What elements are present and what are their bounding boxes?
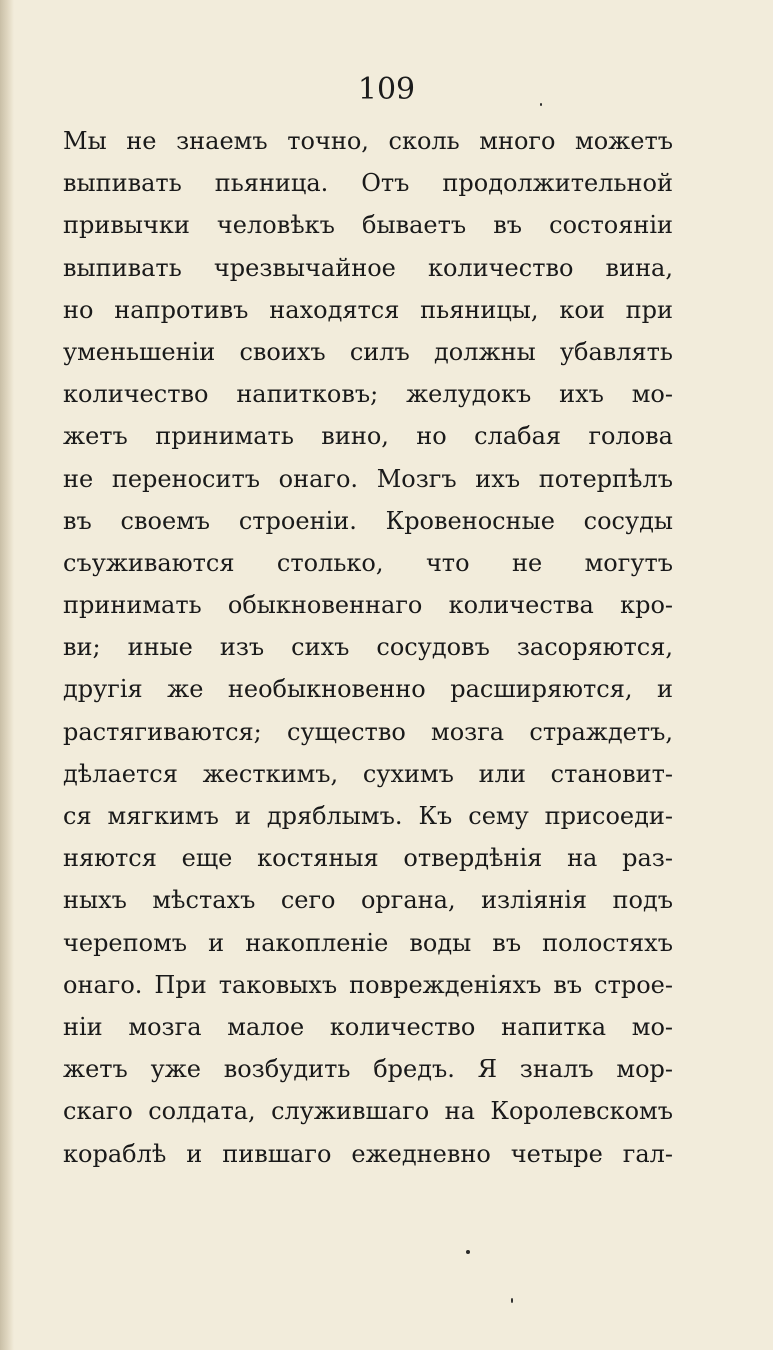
page-number: 109	[357, 72, 416, 107]
text-line: кораблѣ и пившаго ежедневно четыре гал-	[63, 1139, 673, 1168]
text-line: дѣлается жесткимъ, сухимъ или становит-	[63, 759, 673, 788]
page-edge-shadow	[0, 0, 14, 1350]
text-line: ныхъ мѣстахъ сего органа, изліянія подъ	[63, 886, 673, 915]
text-line: выпивать пьяница. Отъ продолжительной	[63, 169, 673, 198]
text-line: Мы не знаемъ точно, сколь много можетъ	[63, 127, 673, 155]
text-line: другія же необыкновенно расширяются, и	[63, 675, 673, 704]
text-line: выпивать чрезвычайное количество вина,	[63, 253, 673, 282]
text-line: няются еще костяныя отвердѣнія на раз-	[63, 844, 673, 873]
text-line: но напротивъ находятся пьяницы, кои при	[63, 295, 673, 324]
text-line: растягиваются; существо мозга страждетъ,	[63, 717, 673, 746]
text-line: въ своемъ строеніи. Кровеносные сосуды	[63, 506, 673, 535]
text-line: скаго солдата, служившаго на Королевскомъ	[63, 1097, 673, 1126]
text-line: съуживаются столько, что не могутъ	[63, 548, 673, 577]
text-line: привычки человѣкъ бываетъ въ состояніи	[63, 211, 673, 240]
text-line: не переноситъ онаго. Мозгъ ихъ потерпѣлъ	[63, 464, 673, 493]
paper-speck	[540, 103, 542, 106]
text-line: уменьшеніи своихъ силъ должны убавлять	[63, 337, 673, 366]
text-line: ніи мозга малое количество напитка мо-	[63, 1012, 673, 1041]
text-line: жетъ уже возбудить бредъ. Я зналъ мор-	[63, 1055, 673, 1084]
paper-speck	[466, 1250, 470, 1254]
paper-speck	[511, 1298, 513, 1303]
text-line: черепомъ и накопленіе воды въ полостяхъ	[63, 928, 673, 957]
text-line: количество напитковъ; желудокъ ихъ мо-	[63, 380, 673, 409]
text-line: ся мягкимъ и дряблымъ. Къ сему присоеди-	[63, 802, 673, 830]
text-line: ви; иные изъ сихъ сосудовъ засоряются,	[63, 633, 673, 662]
text-line: онаго. При таковыхъ поврежденіяхъ въ строе-	[63, 970, 673, 999]
text-line: принимать обыкновеннаго количества кро-	[63, 591, 673, 620]
body-text	[63, 120, 673, 1175]
text-line: жетъ принимать вино, но слабая голова	[63, 422, 673, 451]
